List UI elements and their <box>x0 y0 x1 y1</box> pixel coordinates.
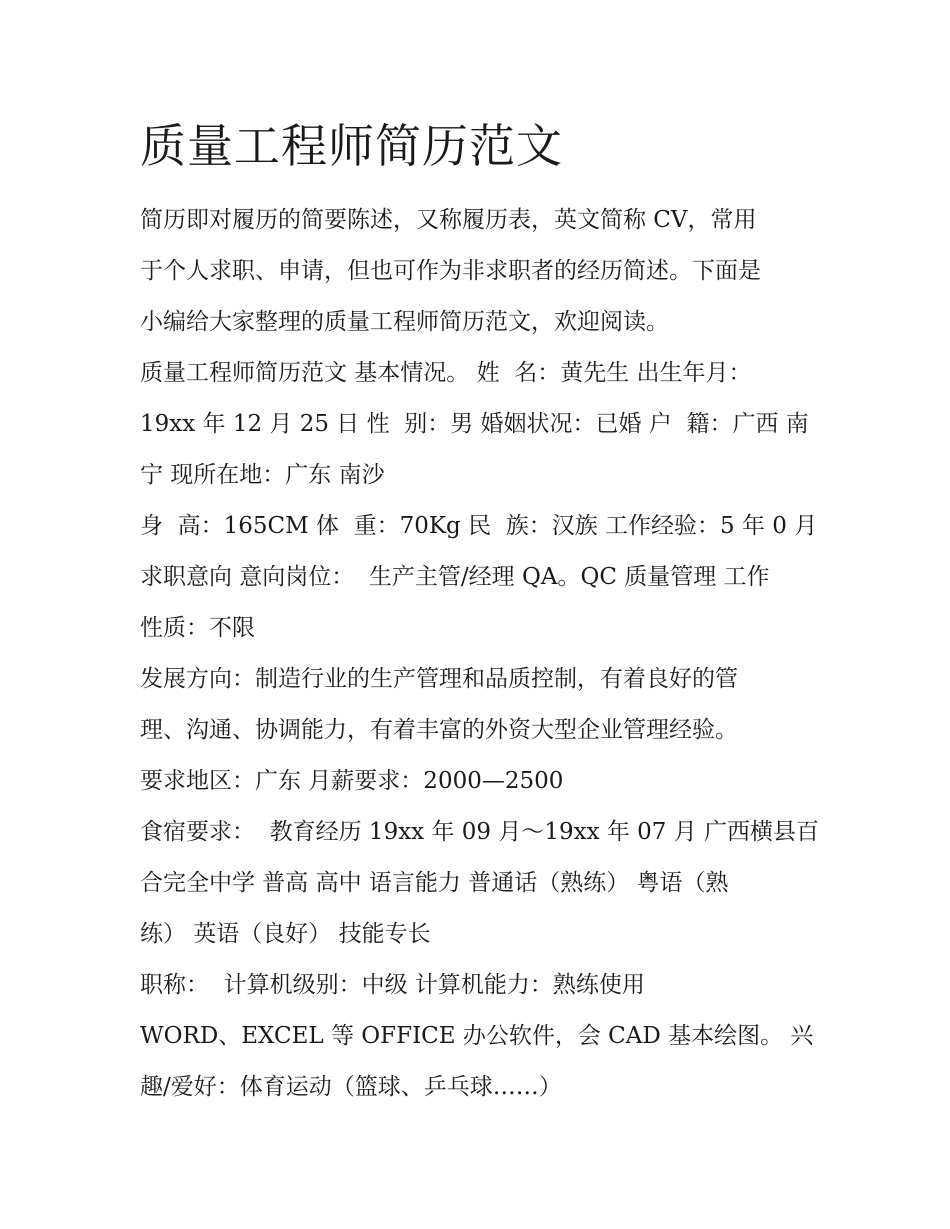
document-title: 质量工程师简历范文 <box>140 119 563 173</box>
body-line: 练） 英语（良好） 技能专长 <box>140 921 431 947</box>
body-line: 宁 现所在地：广东 南沙 <box>140 462 385 488</box>
body-line: 趣/爱好：体育运动（篮球、乒乓球……） <box>140 1074 562 1100</box>
body-line: 简历即对履历的简要陈述，又称履历表，英文简称 CV，常用 <box>140 207 757 233</box>
body-line: 合完全中学 普高 高中 语言能力 普通话（熟练） 粤语（熟 <box>140 870 729 896</box>
body-line: WORD、EXCEL 等 OFFICE 办公软件，会 CAD 基本绘图。 兴 <box>140 1023 814 1049</box>
body-line: 职称： 计算机级别：中级 计算机能力：熟练使用 <box>140 972 645 998</box>
body-line: 19xx 年 12 月 25 日 性 别：男 婚姻状况：已婚 户 籍：广西 南 <box>140 411 809 437</box>
body-line: 求职意向 意向岗位： 生产主管/经理 QA。QC 质量管理 工作 <box>140 564 770 590</box>
body-line: 发展方向：制造行业的生产管理和品质控制，有着良好的管 <box>140 666 738 692</box>
body-line: 质量工程师简历范文 基本情况。 姓 名：黄先生 出生年月： <box>140 360 752 386</box>
body-line: 要求地区：广东 月薪要求：2000—2500 <box>140 768 564 794</box>
body-line: 理、沟通、协调能力，有着丰富的外资大型企业管理经验。 <box>140 717 738 743</box>
body-line: 身 高：165CM 体 重：70Kg 民 族：汉族 工作经验：5 年 0 月 <box>140 513 818 539</box>
body-line: 于个人求职、申请，但也可作为非求职者的经历简述。下面是 <box>140 258 761 284</box>
body-line: 性质：不限 <box>140 615 255 641</box>
body-line: 小编给大家整理的质量工程师简历范文，欢迎阅读。 <box>140 309 669 335</box>
body-line: 食宿要求： 教育经历 19xx 年 09 月～19xx 年 07 月 广西横县百 <box>140 819 820 845</box>
